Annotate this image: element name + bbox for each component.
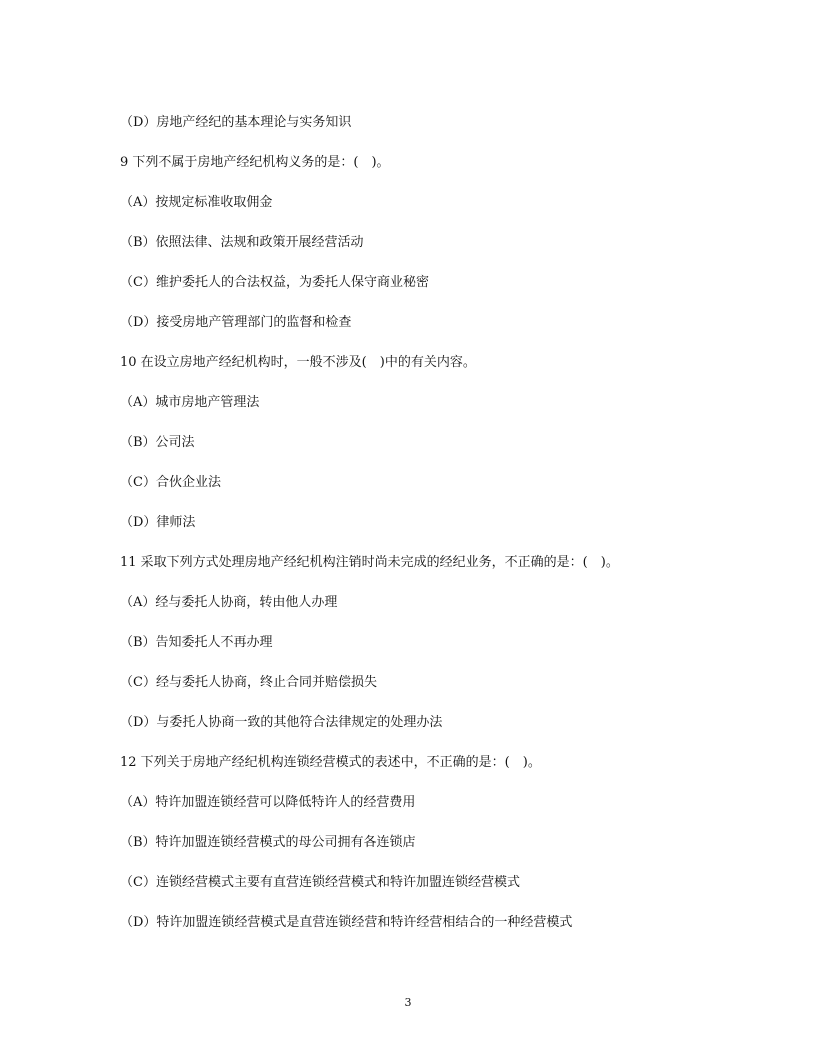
option-d-q10: （D）律师法 [120,515,196,530]
option-a-q12: （A）特许加盟连锁经营可以降低特许人的经营费用 [120,795,416,810]
option-b-q11: （B）告知委托人不再办理 [120,635,273,650]
option-c-q12: （C）连锁经营模式主要有直营连锁经营模式和特许加盟连锁经营模式 [120,875,520,890]
option-d-q9: （D）接受房地产管理部门的监督和检查 [120,315,352,330]
option-c-q10: （C）合伙企业法 [120,475,221,490]
page-number: 3 [404,996,412,1009]
option-d-q12: （D）特许加盟连锁经营模式是直营连锁经营和特许经营相结合的一种经营模式 [120,915,573,930]
question-12: 12 下列关于房地产经纪机构连锁经营模式的表述中，不正确的是：( )。 [120,755,541,770]
option-b-q9: （B）依照法律、法规和政策开展经营活动 [120,235,364,250]
question-list [120,113,720,953]
option-d-q11: （D）与委托人协商一致的其他符合法律规定的处理办法 [120,715,443,730]
option-c-q9: （C）维护委托人的合法权益，为委托人保守商业秘密 [120,275,429,290]
question-11: 11 采取下列方式处理房地产经纪机构注销时尚未完成的经纪业务，不正确的是：( )。 [120,555,619,570]
option-a-q10: （A）城市房地产管理法 [120,395,260,410]
option-b-q12: （B）特许加盟连锁经营模式的母公司拥有各连锁店 [120,835,416,850]
option-a-q11: （A）经与委托人协商，转由他人办理 [120,595,338,610]
option-a-q9: （A）按规定标准收取佣金 [120,195,273,210]
option-d-q8: （D）房地产经纪的基本理论与实务知识 [120,115,352,130]
option-b-q10: （B）公司法 [120,435,195,450]
option-c-q11: （C）经与委托人协商，终止合同并赔偿损失 [120,675,377,690]
question-10: 10 在设立房地产经纪机构时，一般不涉及( )中的有关内容。 [120,355,476,370]
question-9: 9 下列不属于房地产经纪机构义务的是：( )。 [120,155,390,170]
